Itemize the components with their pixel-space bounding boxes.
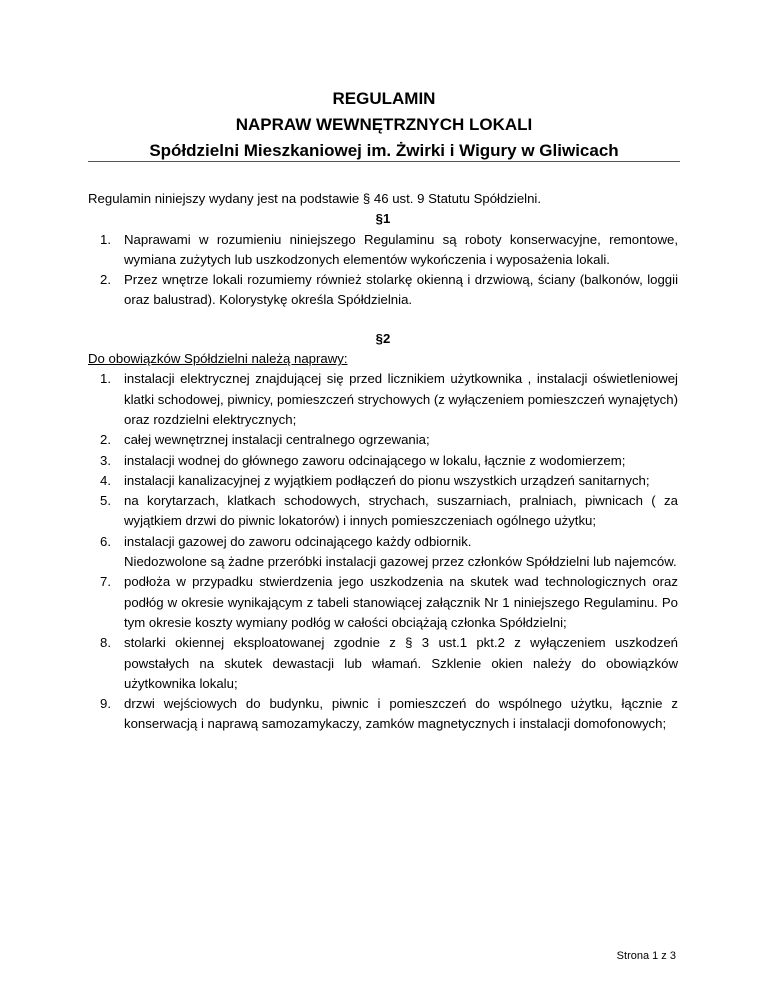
section-spacer bbox=[88, 311, 678, 329]
list-item-text: na korytarzach, klatkach schodowych, strychach, suszarniach, pralniach, piwnicach ( za wyjątkiem drzwi do piwnic lokatorów) i innych pomieszczeniach ogólnego użytku; bbox=[124, 493, 678, 529]
list-item bbox=[88, 230, 678, 271]
list-item-number: 9. bbox=[100, 696, 111, 712]
list-item-text: instalacji elektrycznej znajdującej się przed licznikiem użytkownika , instalacji oświetleniowej klatki schodowej, piwnicy, pomieszczeń strychowych (z wyłączeniem pomieszczeń wynajętych) oraz rozdzielni elektrycznych; bbox=[124, 371, 678, 427]
list-item-number: 7. bbox=[100, 574, 111, 590]
list-item bbox=[88, 430, 678, 450]
list-item-number: 8. bbox=[100, 635, 111, 651]
section-2-lead: Do obowiązków Spółdzielni należą naprawy: bbox=[88, 351, 348, 367]
title-line-2: NAPRAW WEWNĘTRZNYCH LOKALI bbox=[235, 115, 533, 134]
list-item-number: 1. bbox=[100, 371, 111, 387]
list-item-number: 4. bbox=[100, 472, 111, 488]
list-item-text: stolarki okiennej eksploatowanej zgodnie z § 3 ust.1 pkt.2 z wyłączeniem uszkodzeń powstałych na skutek dewastacji lub włamań. Szklenie okien należy do obowiązków użytkownika lokalu; bbox=[124, 635, 678, 691]
list-item-text: podłoża w przypadku stwierdzenia jego uszkodzenia na skutek wad technologicznych oraz podłóg w okresie wynikającym z tabeli stanowiącej załącznik Nr 1 niniejszego Regulaminu. Po tym okresie koszty wymiany podłóg w całości obciążają członka Spółdzielni; bbox=[124, 574, 678, 630]
list-item bbox=[88, 369, 678, 430]
list-item-text: całej wewnętrznej instalacji centralnego ogrzewania; bbox=[124, 432, 430, 448]
intro-paragraph: Regulamin niniejszy wydany jest na podstawie § 46 ust. 9 Statutu Spółdzielni. bbox=[88, 191, 542, 206]
list-item bbox=[88, 491, 678, 532]
title-underline-rule bbox=[88, 161, 680, 162]
list-item-number: 6. bbox=[100, 533, 111, 549]
list-item-text: instalacji kanalizacyjnej z wyjątkiem podłączeń do pionu wszystkich urządzeń sanitarnych; bbox=[124, 472, 650, 488]
list-item-number: 2. bbox=[100, 272, 111, 288]
list-item-text: drzwi wejściowych do budynku, piwnic i pomieszczeń do wspólnego użytku, łącznie z konserwacją i naprawą samozamykaczy, zamków magnetycznych i instalacji domofonowych; bbox=[124, 696, 678, 732]
list-item-text: instalacji wodnej do głównego zaworu odcinającego w lokalu, łącznie z wodomierzem; bbox=[124, 452, 626, 468]
title-line-3: Spółdzielni Mieszkaniowej im. Żwirki i Wigury w Gliwicach bbox=[149, 141, 619, 160]
list-item-number: 2. bbox=[100, 432, 111, 448]
document-body bbox=[88, 189, 678, 735]
document-title bbox=[88, 86, 680, 164]
section-2-heading: §2 bbox=[375, 330, 391, 346]
list-item bbox=[88, 270, 678, 311]
list-item bbox=[88, 532, 678, 573]
list-item bbox=[88, 471, 678, 491]
list-item bbox=[88, 694, 678, 735]
title-line-1: REGULAMIN bbox=[332, 89, 436, 108]
list-item-number: 3. bbox=[100, 452, 111, 468]
list-item-text: Naprawami w rozumieniu niniejszego Regulaminu są roboty konserwacyjne, remontowe, wymiana zużytych lub uszkodzonych elementów wykończenia i wyposażenia lokali. bbox=[124, 231, 678, 267]
list-item bbox=[88, 451, 678, 471]
list-item bbox=[88, 572, 678, 633]
section-1-heading: §1 bbox=[375, 211, 391, 227]
list-item-note: Niedozwolone są żadne przeróbki instalacji gazowej przez członków Spółdzielni lub najemców. bbox=[124, 554, 677, 570]
list-item-number: 5. bbox=[100, 493, 111, 509]
list-item-text: instalacji gazowej do zaworu odcinającego każdy odbiornik. bbox=[124, 533, 472, 549]
section-1-list bbox=[88, 230, 678, 311]
list-item-number: 1. bbox=[100, 231, 111, 247]
list-item-text: Przez wnętrze lokali rozumiemy również stolarkę okienną i drzwiową, ściany (balkonów, loggii oraz balustrad). Kolorystykę określa Spółdzielnia. bbox=[124, 272, 678, 308]
section-2-list bbox=[88, 369, 678, 734]
page-number-footer: Strona 1 z 3 bbox=[616, 950, 676, 962]
list-item bbox=[88, 633, 678, 694]
